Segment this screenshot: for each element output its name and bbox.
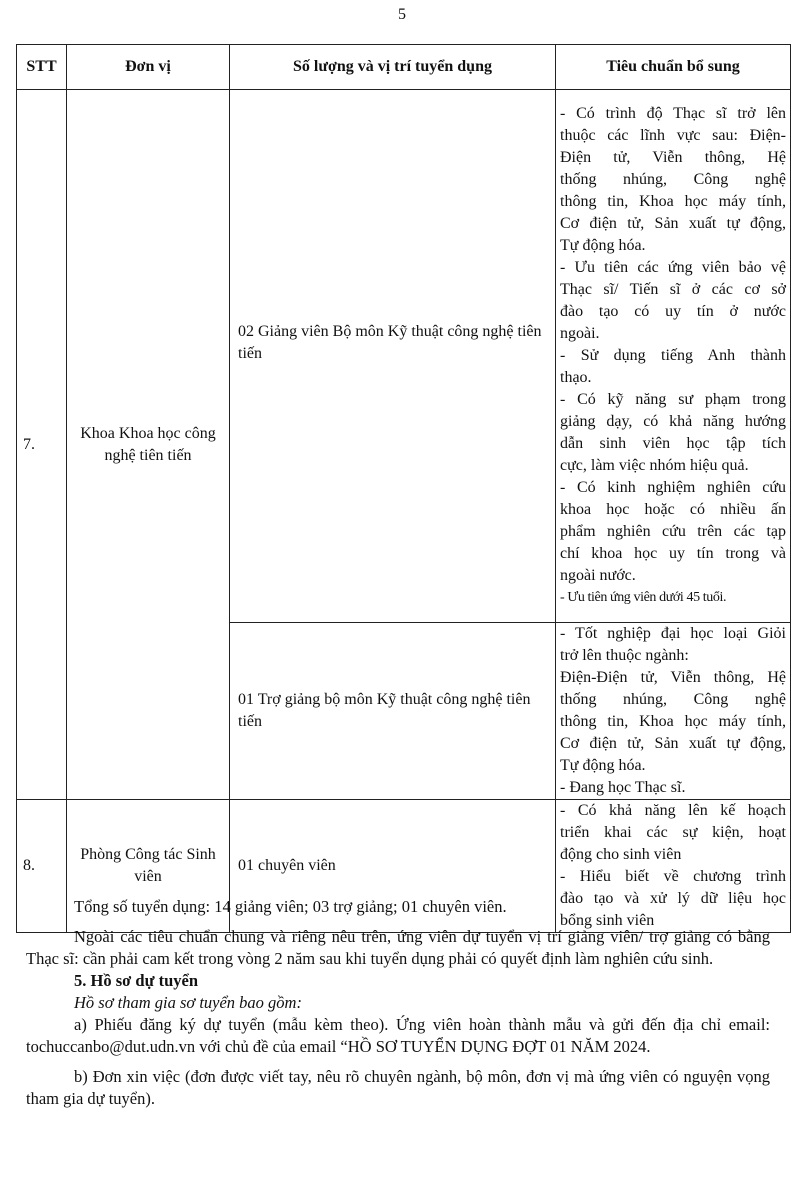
table-header-row [17, 45, 791, 90]
standard-line: thống nhúng, Công nghệ [560, 691, 786, 708]
item-b: b) Đơn xin việc (đơn được viết tay, nêu rõ chuyên ngành, bộ môn, đơn vị mà ứng viên có nguyện vọng tham gia dự tuyển). [26, 1067, 770, 1108]
standard-line: - Có kinh nghiệm nghiên cứu [560, 479, 786, 496]
total-recruitment: Tổng số tuyển dụng: 14 giảng viên; 03 trợ giảng; 01 chuyên viên. [74, 897, 507, 916]
standard-line: triển khai các sự kiện, hoạt [560, 824, 786, 841]
standard-line: khoa học hoặc có nhiều ấn [560, 501, 786, 518]
standard-line: ngoài nước. [560, 567, 636, 584]
row-7-position-2: 01 Trợ giảng bộ môn Kỹ thuật công nghệ tiên tiến [230, 623, 556, 800]
standard-line: thuộc các lĩnh vực sau: Điện- [560, 127, 786, 144]
body-text [26, 896, 770, 1110]
standard-line: trở lên thuộc ngành: [560, 647, 689, 664]
row-7-unit: Khoa Khoa học công nghệ tiên tiến [67, 90, 230, 800]
additional-note: Ngoài các tiêu chuẩn chung và riêng nêu trên, ứng viên dự tuyển vị trí giảng viên/ trợ giảng có bằng Thạc sĩ: cần phải cam kết trong vòng 2 năm sau khi tuyển dụng phải có quyết định làm nghiên cứu sinh. [26, 927, 770, 968]
row-7-standard-1 [556, 90, 791, 623]
section-intro: Hồ sơ tham gia sơ tuyển bao gồm: [74, 993, 302, 1012]
standard-line: giảng dạy, có khả năng hướng [560, 413, 786, 430]
standard-line: đào tạo và xử lý dữ liệu học [560, 890, 786, 907]
row-8-position-1: 01 chuyên viên [230, 800, 556, 933]
row-8-stt: 8. [17, 800, 67, 933]
standard-line: dẫn sinh viên học tập tích [560, 435, 786, 452]
standard-line: Tự động hóa. [560, 757, 646, 774]
standard-line: Thạc sĩ/ Tiến sĩ ở các cơ sở [560, 281, 786, 298]
standard-line: chí khoa học uy tín trong và [560, 545, 786, 562]
standard-line: phẩm nghiên cứu trên các tạp [560, 523, 786, 540]
recruitment-table [16, 44, 791, 933]
standard-line: Điện-Điện tử, Viễn thông, Hệ [560, 669, 786, 686]
standard-line: - Có trình độ Thạc sĩ trở lên [560, 105, 786, 122]
standard-line: Điện tử, Viễn thông, Hệ [560, 149, 786, 166]
table-row [17, 90, 791, 623]
standard-line: thông tin, Khoa học máy tính, [560, 193, 786, 210]
header-position: Số lượng và vị trí tuyển dụng [230, 45, 556, 90]
standard-line: thông tin, Khoa học máy tính, [560, 713, 786, 730]
standard-line: cực, làm việc nhóm hiệu quả. [560, 457, 749, 474]
item-a: a) Phiếu đăng ký dự tuyển (mẫu kèm theo). Ứng viên hoàn thành mẫu và gửi đến địa chỉ email: tochuccanbo@dut.udn.vn với chủ đề của email “HỒ SƠ TUYỂN DỤNG ĐỢT 01 NĂM 2024. [26, 1015, 770, 1056]
row-7-stt: 7. [17, 90, 67, 800]
standard-line: thạo. [560, 369, 592, 386]
header-stt: STT [17, 45, 67, 90]
standard-line: - Có kỹ năng sư phạm trong [560, 391, 786, 408]
standard-line: - Hiểu biết về chương trình [560, 868, 786, 885]
row-7-position-1: 02 Giảng viên Bộ môn Kỹ thuật công nghệ tiên tiến [230, 90, 556, 623]
standard-line: - Ưu tiên ứng viên dưới 45 tuổi. [560, 590, 727, 605]
section-heading: 5. Hồ sơ dự tuyển [74, 971, 199, 990]
standard-line: - Tốt nghiệp đại học loại Giỏi [560, 625, 786, 642]
header-unit: Đơn vị [67, 45, 230, 90]
standard-line: - Có khả năng lên kế hoạch [560, 802, 786, 819]
standard-line: đào tạo có uy tín ở nước [560, 303, 786, 320]
header-standard: Tiêu chuẩn bổ sung [556, 45, 791, 90]
standard-line: - Đang học Thạc sĩ. [560, 779, 686, 796]
standard-line: - Ưu tiên các ứng viên bảo vệ [560, 259, 786, 276]
standard-line: động cho sinh viên [560, 846, 682, 863]
standard-line: thống nhúng, Công nghệ [560, 171, 786, 188]
standard-line: - Sử dụng tiếng Anh thành [560, 347, 786, 364]
standard-line: bổng sinh viên [560, 912, 655, 929]
page-number: 5 [398, 6, 406, 23]
standard-line: Cơ điện tử, Sản xuất tự động, [560, 735, 786, 752]
row-8-unit: Phòng Công tác Sinh viên [67, 800, 230, 933]
row-7-standard-2 [556, 623, 791, 800]
standard-line: Tự động hóa. [560, 237, 646, 254]
standard-line: ngoài. [560, 325, 600, 342]
standard-line: Cơ điện tử, Sản xuất tự động, [560, 215, 786, 232]
